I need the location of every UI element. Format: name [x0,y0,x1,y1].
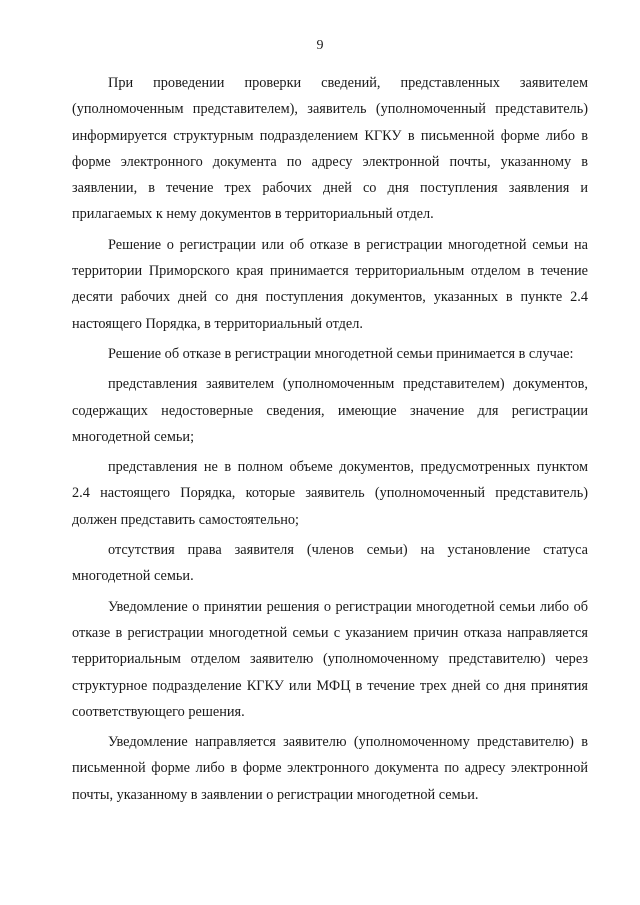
paragraph-registration-decision: Решение о регистрации или об отказе в регистрации многодетной семьи на территории Приморского края принимается территориальным отделом в течение десяти рабочих дней со дня поступления документов, указанных в пункте 2.4 настоящего Порядка, в территориальный отдел. [72,236,588,332]
paragraph-verification-notice: При проведении проверки сведений, представленных заявителем (уполномоченным представителем), заявитель (уполномоченный представитель) информируется структурным подразделением КГКУ в письменной форме либо в форме электронного документа по адресу электронной почты, указанному в заявлении, в течение трех рабочих дней со дня поступления заявления и прилагаемых к нему документов в территориальный отдел. [72,75,588,223]
paragraph-refusal-cases: Решение об отказе в регистрации многодетной семьи принимается в случае: [108,345,574,362]
paragraph-notification-form: Уведомление направляется заявителю (уполномоченному представителю) в письменной форме либо в форме электронного документа по адресу электронной почты, указанному в заявлении о регистрации многодетной семьи. [72,734,588,803]
page-number: 9 [316,38,324,53]
list-item-no-right: отсутствия права заявителя (членов семьи) на установление статуса многодетной семьи. [72,542,588,585]
paragraph-decision-notification: Уведомление о принятии решения о регистрации многодетной семьи либо об отказе в регистрации многодетной семьи с указанием причин отказа направляется территориальным отделом заявителю (уполномоченному представителю) через структурное подразделение КГКУ или МФЦ в течение трех дней со дня принятия соответствующего решения. [72,598,588,720]
document-body [72,70,588,812]
list-item-incomplete-documents: представления не в полном объеме документов, предусмотренных пунктом 2.4 настоящего Порядка, которые заявитель (уполномоченный представитель) должен представить самостоятельно; [72,459,588,528]
list-item-false-documents: представления заявителем (уполномоченным представителем) документов, содержащих недостоверные сведения, имеющие значение для регистрации многодетной семьи; [72,376,588,445]
